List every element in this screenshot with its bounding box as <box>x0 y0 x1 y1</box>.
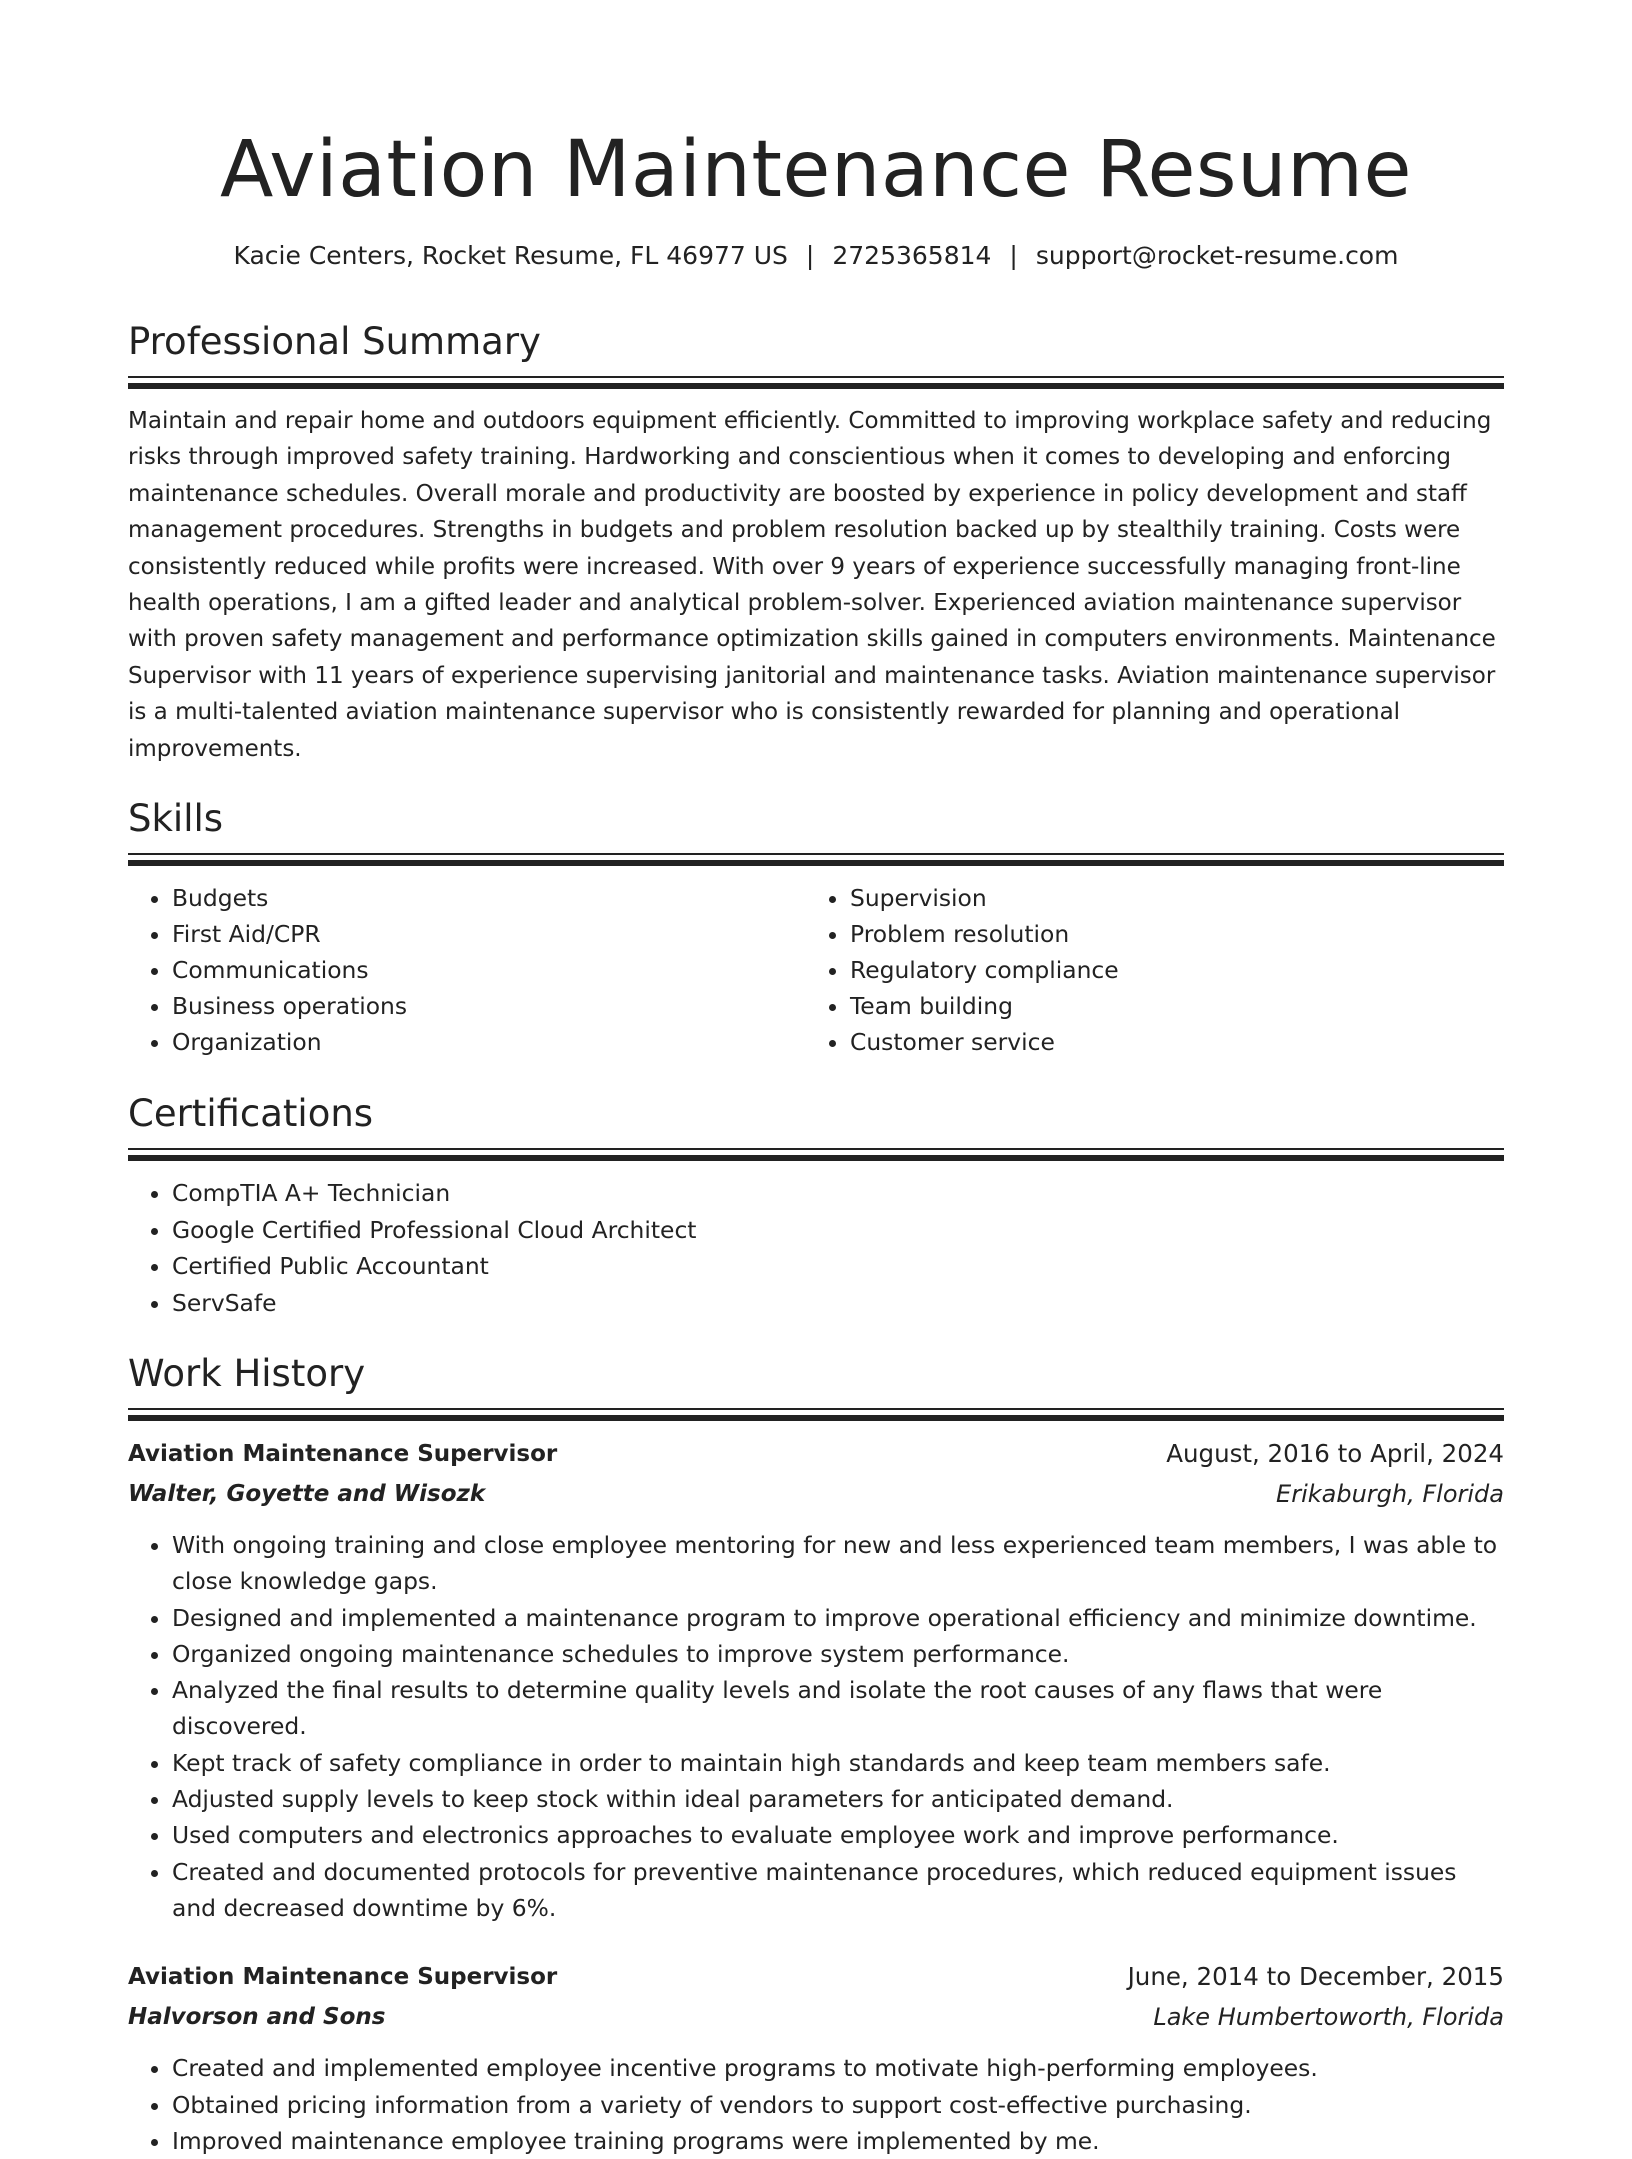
section-rule-thick <box>128 1155 1504 1161</box>
section-rule-thick <box>128 383 1504 389</box>
job-bullet: • Used computers and electronics approaches to evaluate employee work and improve performance. <box>172 1817 1504 1853</box>
skill-item: • First Aid/CPR <box>172 916 407 952</box>
skills-section <box>128 795 1504 1060</box>
job-employer: Walter, Goyette and Wisozk <box>128 1481 486 1507</box>
contact-email: support@rocket-resume.com <box>1035 241 1399 270</box>
work-history-section <box>128 1350 1504 2159</box>
job-header-row <box>128 1958 1504 1996</box>
contact-separator: | <box>805 241 815 270</box>
job-employer-row <box>128 1475 1504 1513</box>
contact-separator: | <box>1009 241 1018 270</box>
section-rule <box>128 1148 1504 1150</box>
certifications-section <box>128 1090 1504 1321</box>
work-history-heading: Work History <box>128 1352 366 1395</box>
contact-phone: 2725365814 <box>832 241 992 270</box>
certification-item: • Google Certified Professional Cloud Architect <box>172 1212 1504 1249</box>
job-bullet: • With ongoing training and close employee mentoring for new and less experienced team members, I was able to close knowledge gaps. <box>172 1527 1504 1600</box>
certifications-heading: Certifications <box>128 1092 374 1135</box>
skill-item: • Problem resolution <box>850 916 1119 952</box>
skill-item: • Supervision <box>850 880 1119 916</box>
job-entry <box>128 1435 1504 1926</box>
job-title: Aviation Maintenance Supervisor <box>128 1964 558 1991</box>
skills-list-right <box>806 880 1119 1060</box>
job-entry <box>128 1958 1504 2159</box>
skill-item: • Customer service <box>850 1024 1119 1060</box>
section-rule-thick <box>128 1415 1504 1421</box>
summary-text: Maintain and repair home and outdoors equipment efficiently. Committed to improving workplace safety and reducing risks through improved safety training. Hardworking and conscientious when it comes to developing and enforcing maintenance schedules. Overall morale and productivity are boosted by experience in policy development and staff management procedures. Strengths in budgets and problem resolution backed up by stealthily training. Costs were consistently reduced while profits were increased. With over 9 years of experience successfully managing front-line health operations, I am a gifted leader and analytical problem-solver. Experienced aviation maintenance supervisor with proven safety management and performance optimization skills gained in computers environments. Maintenance Supervisor with 11 years of experience supervising janitorial and maintenance tasks. Aviation maintenance supervisor is a multi-talented aviation maintenance supervisor who is consistently rewarded for planning and operational improvements. <box>128 408 1496 762</box>
job-bullet: • Improved maintenance employee training programs were implemented by me. <box>172 2123 1504 2159</box>
job-bullet: • Adjusted supply levels to keep stock within ideal parameters for anticipated demand. <box>172 1781 1504 1817</box>
certifications-list <box>128 1175 1504 1321</box>
job-employer: Halvorson and Sons <box>128 2004 386 2031</box>
job-location: Lake Humbertoworth, Florida <box>1153 2003 1504 2032</box>
job-dates: August, 2016 to April, 2024 <box>1166 1439 1504 1468</box>
skill-item: • Communications <box>172 952 407 988</box>
summary-section <box>128 318 1504 767</box>
resume-title: Aviation Maintenance Resume <box>220 125 1412 215</box>
job-bullet: • Obtained pricing information from a variety of vendors to support cost-effective purchasing. <box>172 2087 1504 2123</box>
job-employer-row <box>128 1998 1504 2036</box>
job-title: Aviation Maintenance Supervisor <box>128 1441 558 1467</box>
certification-item: • Certified Public Accountant <box>172 1248 1504 1285</box>
job-bullet: • Organized ongoing maintenance schedules to improve system performance. <box>172 1636 1504 1672</box>
job-bullet: • Created and implemented employee incentive programs to motivate high-performing employees. <box>172 2050 1504 2086</box>
job-bullet: • Created and documented protocols for preventive maintenance procedures, which reduced equipment issues and decreased downtime by 6%. <box>172 1854 1504 1927</box>
skills-list-left <box>128 880 407 1060</box>
summary-heading: Professional Summary <box>128 320 541 363</box>
skill-item: • Organization <box>172 1024 407 1060</box>
section-rule <box>128 853 1504 855</box>
job-bullet: • Designed and implemented a maintenance program to improve operational efficiency and minimize downtime. <box>172 1600 1504 1636</box>
job-bullet-list <box>128 2050 1504 2159</box>
job-dates: June, 2014 to December, 2015 <box>1127 1962 1504 1992</box>
job-bullet: • Analyzed the final results to determine quality levels and isolate the root causes of any flaws that were discovered. <box>172 1672 1504 1745</box>
skills-columns <box>128 880 1504 1060</box>
section-rule-thick <box>128 860 1504 866</box>
job-bullet-list <box>128 1527 1504 1926</box>
contact-address: Kacie Centers, Rocket Resume, FL 46977 US <box>233 241 788 270</box>
job-header-row <box>128 1435 1504 1473</box>
section-rule <box>128 1408 1504 1410</box>
certification-item: • CompTIA A+ Technician <box>172 1175 1504 1212</box>
job-location: Erikaburgh, Florida <box>1276 1480 1504 1508</box>
skills-heading: Skills <box>128 797 224 840</box>
job-bullet: • Kept track of safety compliance in order to maintain high standards and keep team members safe. <box>172 1745 1504 1781</box>
skill-item: • Team building <box>850 988 1119 1024</box>
contact-line <box>128 238 1504 274</box>
skill-item: • Budgets <box>172 880 407 916</box>
section-rule <box>128 376 1504 378</box>
skill-item: • Regulatory compliance <box>850 952 1119 988</box>
skill-item: • Business operations <box>172 988 407 1024</box>
certification-item: • ServSafe <box>172 1285 1504 1322</box>
